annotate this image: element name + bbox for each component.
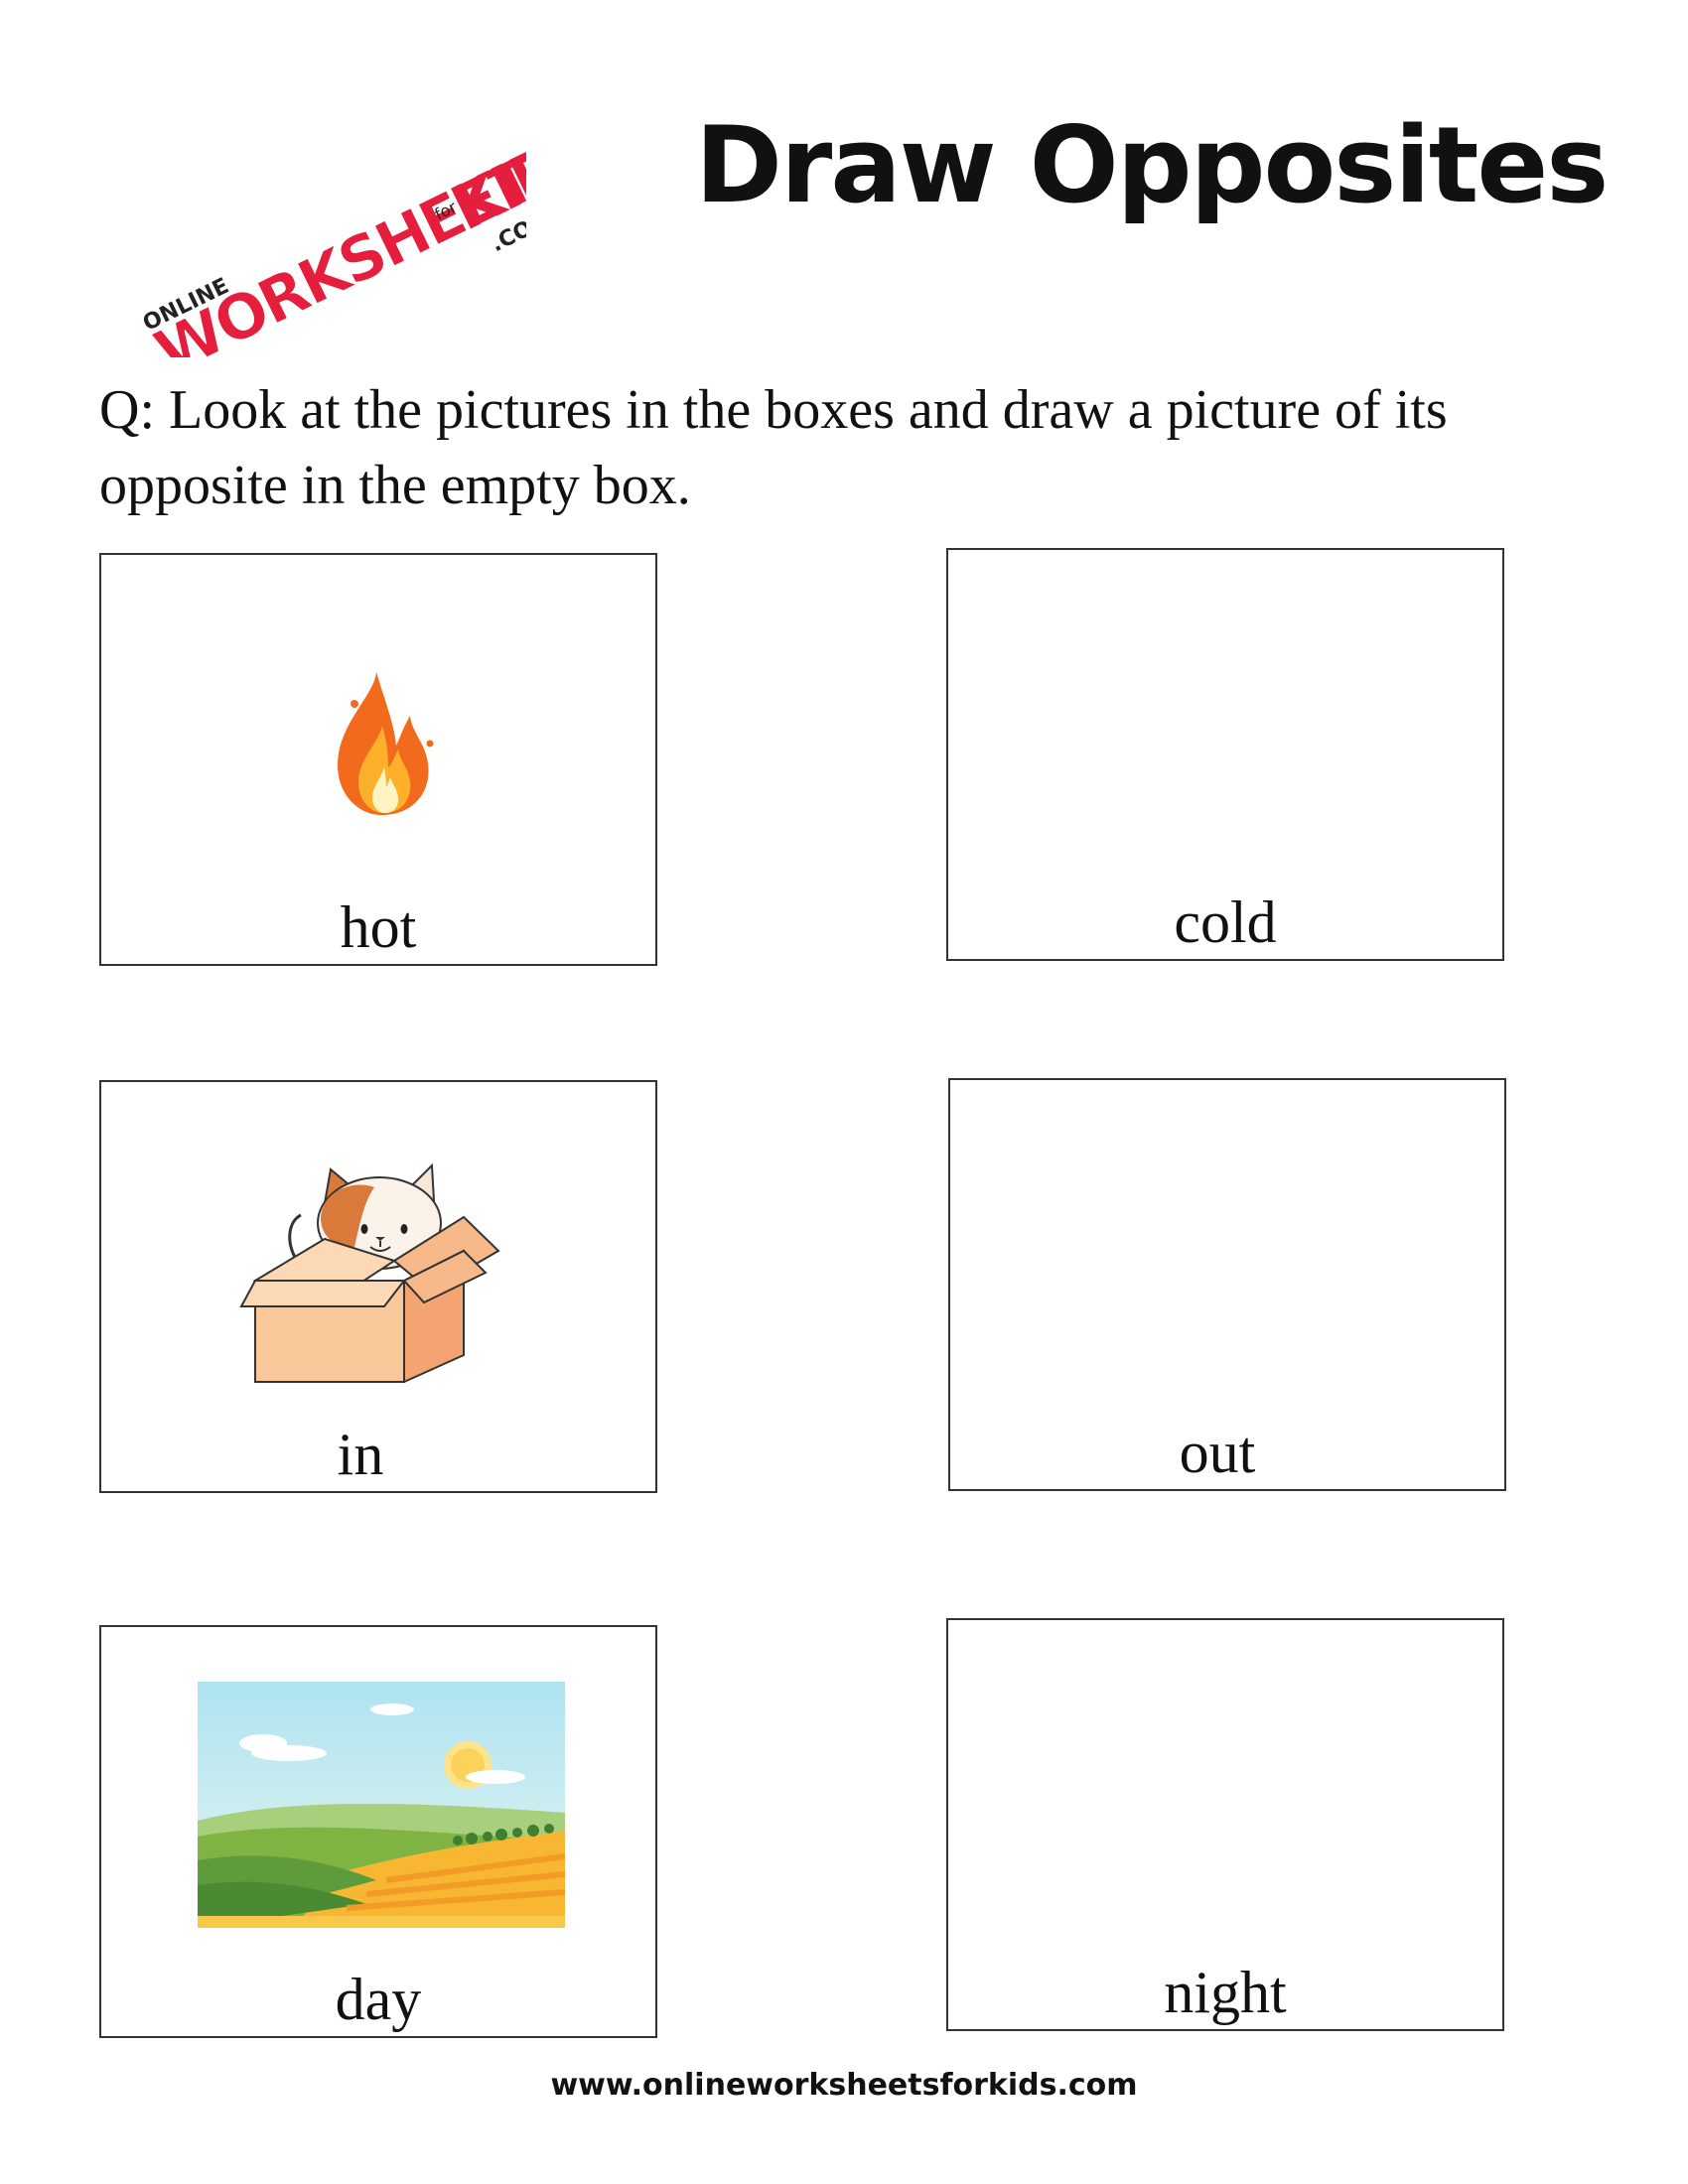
question	[99, 372, 1509, 523]
label-in: in	[337, 1422, 384, 1487]
logo-online-text: ONLINE	[139, 273, 233, 337]
drawing-box-out[interactable]	[948, 1078, 1506, 1491]
drawing-box-night[interactable]	[946, 1618, 1504, 2031]
question-text: Look at the pictures in the boxes and draw a picture of its opposite in the empty box.	[99, 379, 1448, 516]
drawing-box-cold[interactable]	[946, 548, 1504, 961]
logo-worksheets-text: WORKSHEETS	[143, 125, 526, 357]
picture-box-in	[99, 1080, 657, 1493]
question-prefix: Q:	[99, 379, 155, 441]
label-cold: cold	[1174, 889, 1277, 955]
fire-icon	[325, 664, 439, 823]
logo-com-text: .COM	[487, 206, 526, 258]
label-night: night	[1164, 1960, 1287, 2025]
page-title: Draw Opposites	[695, 104, 1608, 226]
footer-url: www.onlineworksheetsforkids.com	[550, 2068, 1138, 2103]
label-hot: hot	[340, 894, 417, 960]
picture-box-hot	[99, 553, 657, 966]
site-logo	[99, 99, 526, 357]
daytime-landscape	[198, 1682, 565, 1928]
label-day: day	[335, 1967, 422, 2032]
logo-kids-text: KIDS	[440, 111, 526, 245]
picture-box-day	[99, 1625, 657, 2038]
cat-in-box-icon	[235, 1152, 513, 1390]
label-out: out	[1179, 1420, 1256, 1485]
logo-for-text: for	[431, 197, 460, 224]
